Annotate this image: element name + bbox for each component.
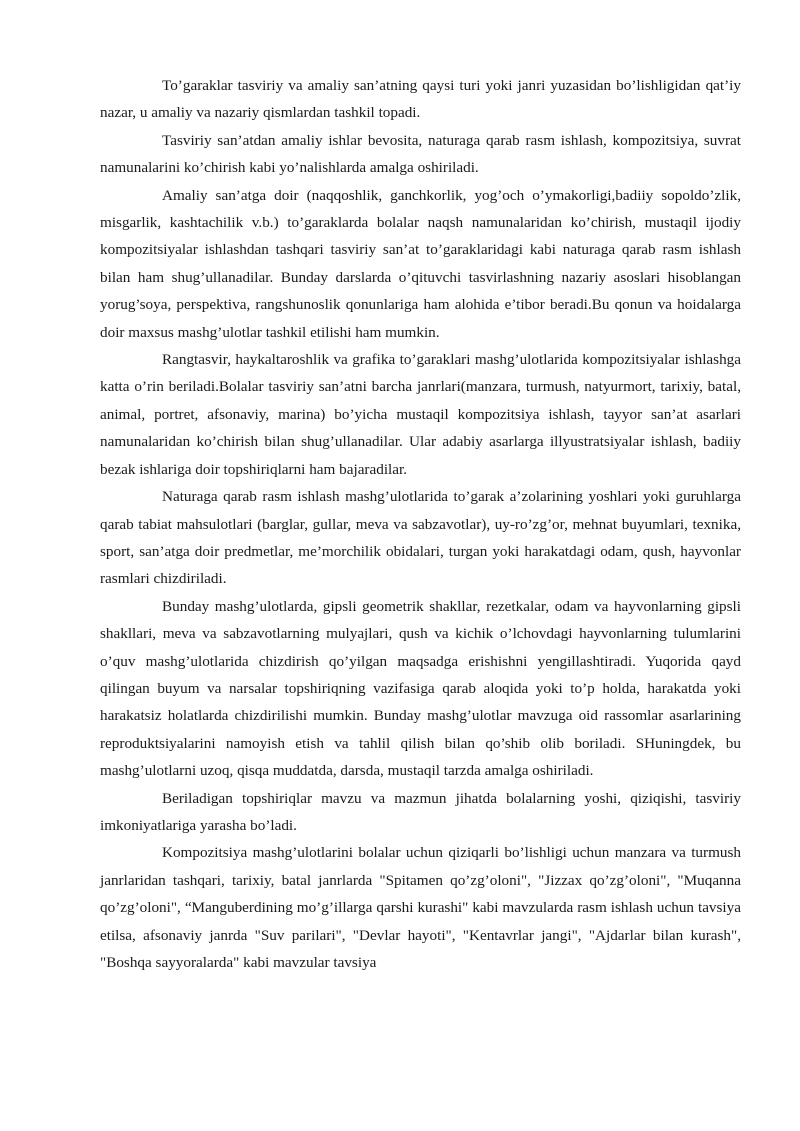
paragraph-1: To’garaklar tasviriy va amaliy san’atning qaysi turi yoki janri yuzasidan bo’lishligidan qat’iy nazar, u amaliy va nazariy qismlardan tashkil topadi. [100,77,741,122]
paragraph-6: Bunday mashg’ulotlarda, gipsli geometrik shakllar, rezetkalar, odam va hayvonlarning gipsli shakllari, meva va sabzavotlarning mulyajlari, qush va kichik o’lchovdagi hayvonlarning tulumlarini o’quv mashg’ulotlarida chizdirish qo’yilgan maqsadga erishishni yengillashtiradi. Yuqorida qayd qilingan buyum va narsalar topshiriqning vazifasiga qarab aloqida yoki to’p holda, harakatda yoki harakatsiz holatlarda chizdirilishi mumkin. Bunday mashg’ulotlar mavzuga oid rassomlar asarlarining reproduktsiyalarini namoyish etish va tahlil qilish bilan qo’shib olib boriladi. SHuningdek, bu mashg’ulotlarni uzoq, qisqa muddatda, darsda, mustaqil tarzda amalga oshiriladi. [100,597,741,780]
paragraph-5: Naturaga qarab rasm ishlash mashg’ulotlarida to’garak a’zolarining yoshlari yoki guruhlarga qarab tabiat mahsulotlari (barglar, gullar, meva va sabzavotlar), uy-ro’zg’or, mehnat buyumlari, texnika, sport, san’atga doir predmetlar, me’morchilik obidalari, turgan yoki harakatdagi odam, qush, hayvonlar rasmlari chizdiriladi. [100,488,741,588]
paragraph-8: Kompozitsiya mashg’ulotlarini bolalar uchun qiziqarli bo’lishligi uchun manzara va turmush janrlaridan tashqari, tarixiy, batal janrlarda "Spitamen qo’zg’oloni", "Jizzax qo’zg’oloni", "Muqanna qo’zg’oloni", “Manguberdining mo’g’illarga qarshi kurashi" kabi mavzularda rasm ishlash uchun tavsiya etilsa, afsonaviy janrda "Suv parilari", "Devlar hayoti", "Kentavrlar jangi", "Ajdarlar bilan kurash", "Boshqa sayyoralarda" kabi mavzular tavsiya [100,844,741,971]
paragraph-2: Tasviriy san’atdan amaliy ishlar bevosita, naturaga qarab rasm ishlash, kompozitsiya, suvrat namunalarini ko’chirish kabi yo’nalishlarda amalga oshiriladi. [100,131,741,177]
document-page [100,72,741,976]
paragraph-7: Beriladigan topshiriqlar mavzu va mazmun jihatda bolalarning yoshi, qiziqishi, tasviriy imkoniyatlariga yarasha bo’ladi. [100,789,741,834]
paragraph-4: Rangtasvir, haykaltaroshlik va grafika to’garaklari mashg’ulotlarida kompozitsiyalar ishlashga katta o’rin beriladi.Bolalar tasviriy san’atni barcha janrlari(manzara, turmush, natyurmort, tarixiy, batal, animal, portret, afsonaviy, marina) bo’yicha mustaqil kompozitsiya ishlash, tayyor san’at asarlari namunalaridan ko’chirish bilan shug’ullanadilar. Ular adabiy asarlarga illyustratsiyalar ishlash, badiiy bezak ishlariga doir topshiriqlarni ham bajaradilar. [100,351,741,478]
paragraph-3: Amaliy san’atga doir (naqqoshlik, ganchkorlik, yog’och o’ymakorligi,badiiy sopoldo’zlik, misgarlik, kashtachilik v.b.) to’garaklarda bolalar naqsh namunalaridan ko’chirish, mustaqil ijodiy kompozitsiyalar ishlashdan tashqari tasviriy san’at to’garaklaridagi kabi naturaga qarab rasm ishlash bilan ham shug’ullanadilar. Bunday darslarda o’qituvchi tasvirlashning nazariy asoslari hisoblangan yorug’soya, perspektiva, rangshunoslik qonunlariga ham alohida e’tibor beradi.Bu qonun va hoidalarga doir maxsus mashg’ulotlar tashkil etilishi ham mumkin. [100,186,741,341]
